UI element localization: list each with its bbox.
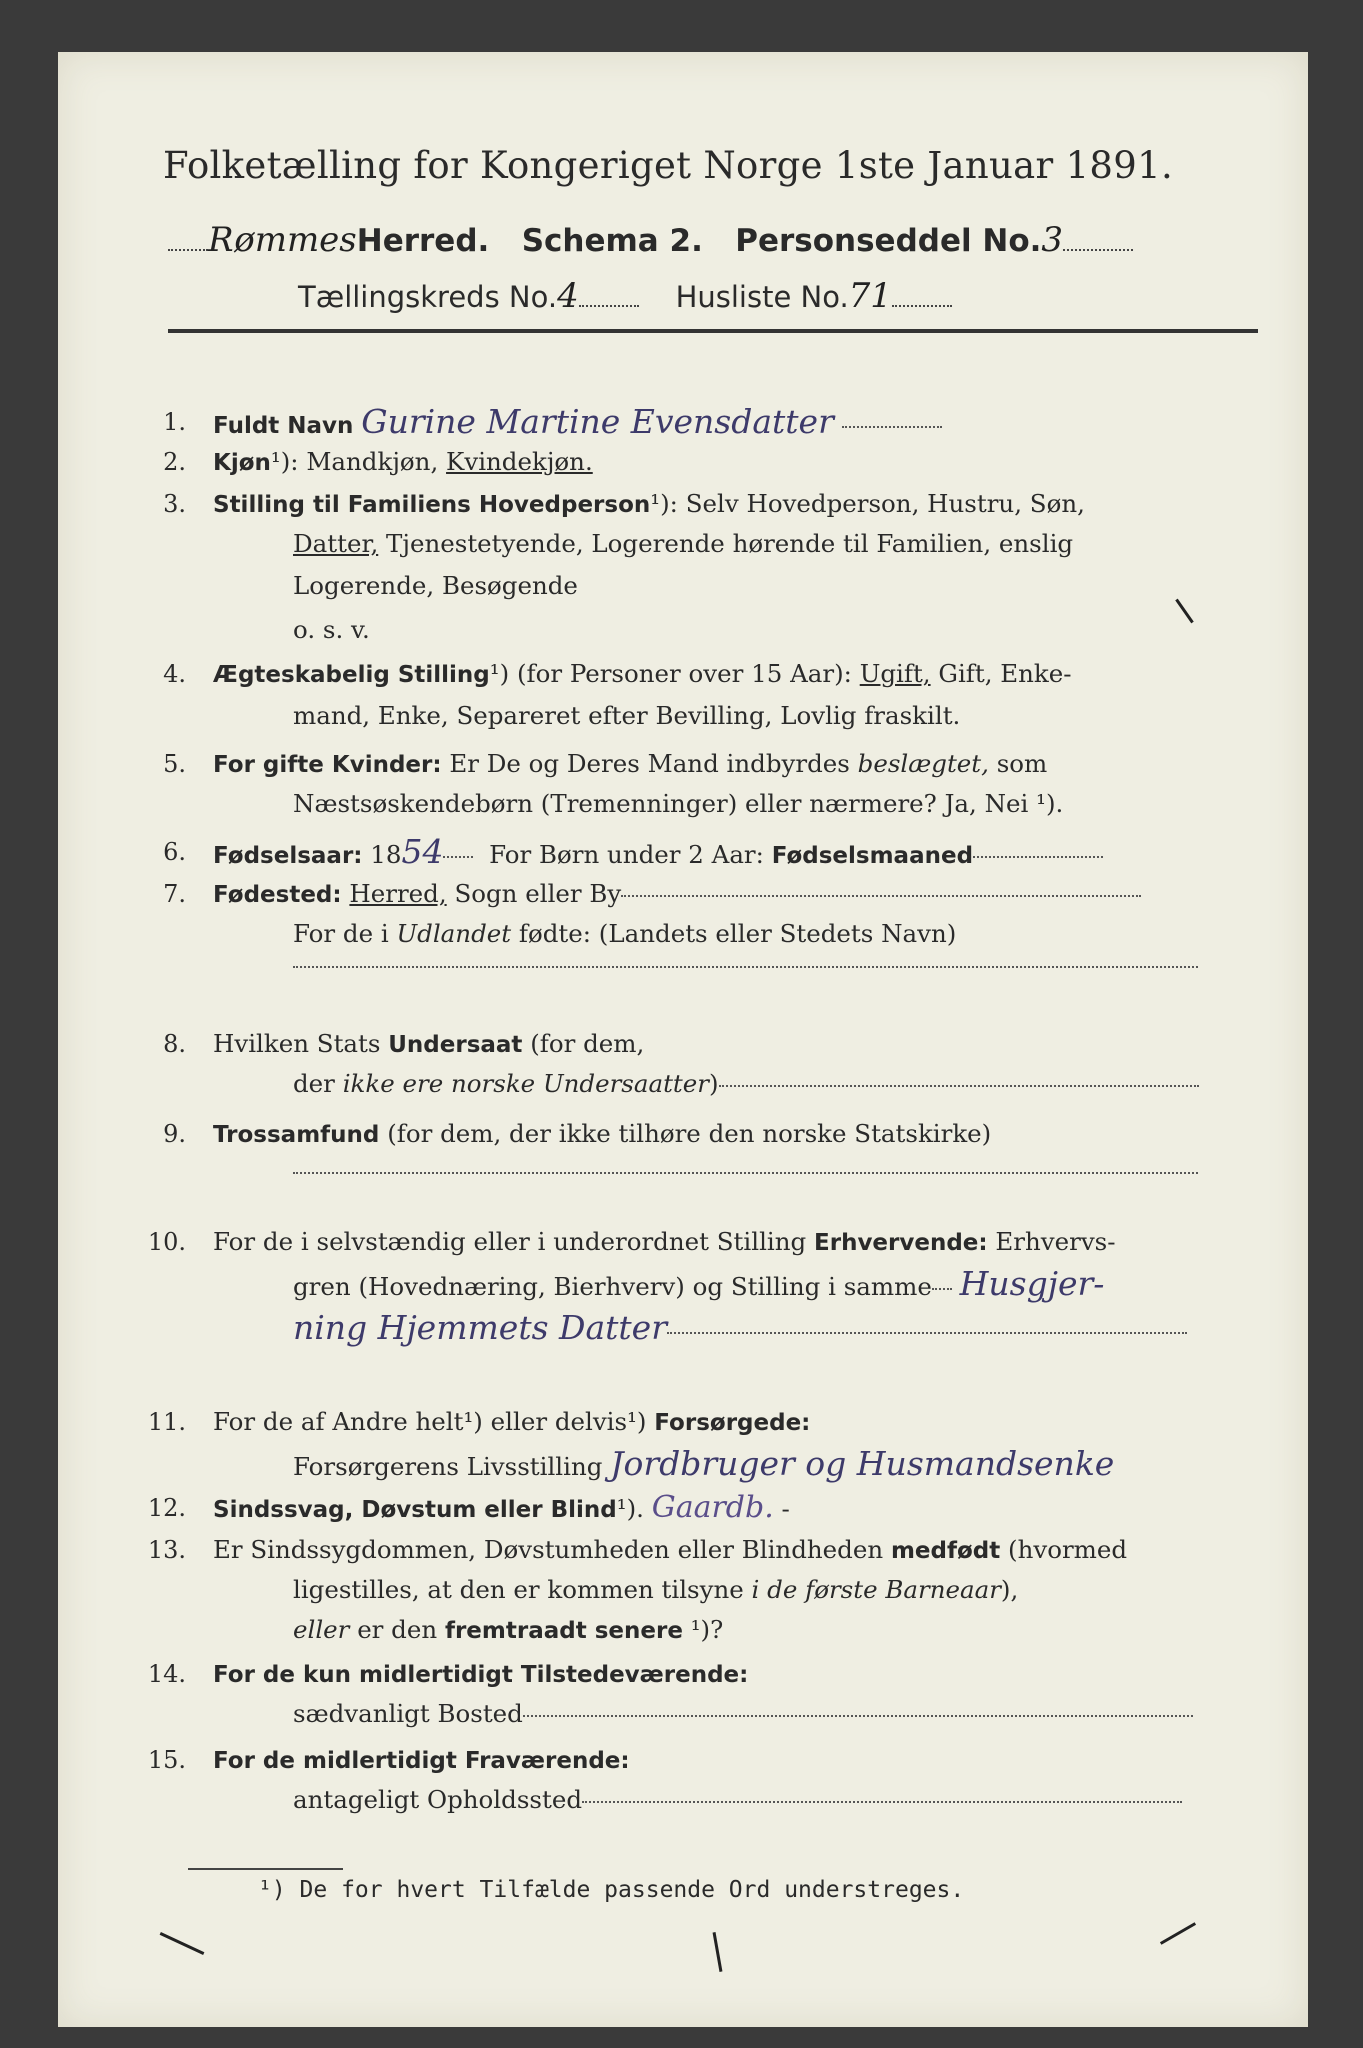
item-12: 12. Sindssvag, Døvstum eller Blind¹). Gaardb. - <box>148 1488 790 1530</box>
item-15 <box>148 1740 630 1781</box>
personseddel-value: 3 <box>1041 220 1064 260</box>
item-text: Hvilken Stats <box>213 1029 381 1058</box>
footnote-ref: ¹). <box>616 1494 644 1523</box>
item-number: 13. <box>147 1536 186 1564</box>
item-text: ligestilles, at den er kommen tilsyne <box>293 1575 744 1604</box>
ink-mark <box>1175 599 1194 624</box>
disability-note-value: Gaardb. <box>651 1490 774 1525</box>
ink-mark <box>160 1932 205 1955</box>
item-4-line-2: mand, Enke, Separeret efter Bevilling, Lovlig fraskilt. <box>293 701 961 730</box>
item-text: som <box>996 749 1048 778</box>
item-label: medfødt <box>890 1538 1001 1564</box>
item-13 <box>148 1530 1127 1571</box>
item-8 <box>148 1024 644 1065</box>
provider-occupation-value: Jordbruger og Husmandsenke <box>610 1444 1115 1483</box>
footnote-ref: ¹) <box>489 659 510 688</box>
item-text: der <box>293 1069 335 1098</box>
option-herred-underlined: Herred, <box>349 879 447 908</box>
item-13-line-2: ligestilles, at den er kommen tilsyne i de første Barneaar), <box>293 1575 1019 1604</box>
footnote-divider <box>188 1868 343 1870</box>
item-10 <box>148 1222 1116 1263</box>
husliste-value: 71 <box>848 276 892 316</box>
item-label: Trossamfund <box>213 1122 380 1148</box>
item-text: Sogn eller By <box>454 879 622 908</box>
full-name-value: Gurine Martine Evensdatter <box>361 402 834 441</box>
item-text: eller delvis <box>490 1407 628 1436</box>
header-line-kreds <box>298 276 1198 316</box>
item-14-line-2 <box>293 1694 1193 1734</box>
item-label: Forsørgede: <box>654 1410 811 1436</box>
item-text: Forsørgerens Livsstilling <box>293 1452 603 1481</box>
kreds-value: 4 <box>557 276 579 316</box>
item-number: 6. <box>163 838 186 866</box>
item-text: For de af Andre helt <box>213 1407 464 1436</box>
item-text: (for dem, <box>530 1029 645 1058</box>
item-text-italic: Udlandet <box>396 919 512 948</box>
item-text: For de i selvstændig eller i underordnet Stilling <box>213 1227 807 1256</box>
option-female-underlined: Kvindekjøn. <box>446 447 593 476</box>
item-text: (for Personer over 15 Aar): <box>516 659 852 688</box>
item-8-line-2: der ikke ere norske Undersaatter) <box>293 1064 1199 1104</box>
kreds-label: Tællingskreds No. <box>298 280 558 314</box>
item-text-italic: eller <box>293 1615 350 1644</box>
item-number: 11. <box>147 1408 186 1436</box>
occupation-value: Husgjer- <box>959 1264 1105 1303</box>
item-15-line-2 <box>293 1780 1182 1820</box>
item-label: Fuldt Navn <box>213 413 354 439</box>
item-text: For Børn under 2 Aar: <box>489 840 764 869</box>
item-label: For gifte Kvinder: <box>213 752 442 778</box>
footnote-ref: ¹) <box>463 1407 483 1436</box>
item-label: Erhvervende: <box>814 1230 988 1256</box>
item-number: 1. <box>163 408 186 436</box>
item-14 <box>148 1654 748 1695</box>
item-number: 10. <box>147 1228 186 1256</box>
option-datter-underlined: Datter, <box>293 529 379 558</box>
item-number: 9. <box>163 1120 186 1148</box>
item-text: Tjenestetyende, Logerende hørende til Familien, enslig <box>386 529 1074 558</box>
item-10-line-2 <box>293 1264 1104 1307</box>
item-11 <box>148 1402 810 1443</box>
answer-line <box>293 966 1198 968</box>
item-3-line-4: o. s. v. <box>293 615 370 644</box>
item-text: (hvormed <box>1008 1535 1128 1564</box>
item-text: Er De og Deres Mand indbyrdes <box>449 749 850 778</box>
item-label: Fødselsaar: <box>213 843 363 869</box>
herred-value: Rømmes <box>208 220 357 260</box>
item-13-line-3 <box>293 1610 723 1651</box>
item-4 <box>148 654 1072 695</box>
item-5-line-2: Næstsøskendebørn (Tremenninger) eller nærmere? Ja, Nei ¹). <box>293 789 1064 818</box>
answer-line <box>293 1172 1198 1174</box>
item-label: For de kun midlertidigt Tilstedeværende: <box>213 1662 749 1688</box>
item-number: 15. <box>147 1746 186 1774</box>
item-3 <box>148 484 1085 525</box>
item-text-italic: ikke ere norske Undersaatter <box>342 1069 709 1098</box>
option-ugift-underlined: Ugift, <box>859 659 931 688</box>
item-text: Er Sindssygdommen, Døvstumheden eller Blindheden <box>213 1535 884 1564</box>
item-text: For de i <box>293 919 389 948</box>
footnote-ref: ¹) <box>627 1407 647 1436</box>
footnote: ¹) De for hvert Tilfælde passende Ord understreges. <box>258 1877 965 1903</box>
item-text: (for dem, der ikke tilhøre den norske Statskirke) <box>387 1119 992 1148</box>
option-male: Mandkjøn, <box>306 447 439 476</box>
item-label: Fødselsmaaned <box>771 843 974 869</box>
item-number: 14. <box>147 1660 186 1688</box>
item-label: Ægteskabelig Stilling <box>213 662 490 688</box>
item-text-italic: beslægtet, <box>857 749 989 778</box>
occupation-value-cont: ning Hjemmets Datter <box>293 1308 667 1347</box>
item-number: 3. <box>163 490 186 518</box>
item-11-line-2 <box>293 1444 1114 1487</box>
item-label: Sindssvag, Døvstum eller Blind <box>213 1497 617 1523</box>
item-text: fødte: (Landets eller Stedets Navn) <box>518 919 957 948</box>
item-text-italic: i de første Barneaar <box>751 1575 1001 1604</box>
item-label: For de midlertidigt Fraværende: <box>213 1748 630 1774</box>
item-2 <box>148 442 593 483</box>
herred-label: Herred. <box>356 223 490 259</box>
item-number: 5. <box>163 750 186 778</box>
footnote-ref: ¹)? <box>690 1615 724 1644</box>
item-text: antageligt Opholdssted <box>293 1785 582 1814</box>
birth-year-value: 54 <box>401 832 444 871</box>
item-6 <box>148 832 1103 876</box>
item-label: Fødested: <box>213 882 342 908</box>
item-1 <box>148 402 942 446</box>
item-9 <box>148 1114 991 1155</box>
header-divider <box>168 329 1258 333</box>
item-label: Undersaat <box>388 1032 523 1058</box>
item-text: Selv Hovedperson, Hustru, Søn, <box>685 489 1085 518</box>
item-label: Stilling til Familiens Hovedperson <box>213 492 651 518</box>
item-7 <box>148 874 1141 915</box>
item-text: er den <box>357 1615 438 1644</box>
footnote-ref: ¹): <box>650 489 678 518</box>
personseddel-label: Personseddel No. <box>735 223 1042 259</box>
ink-mark <box>1160 1922 1196 1945</box>
item-number: 7. <box>163 880 186 908</box>
ink-mark <box>713 1932 723 1972</box>
birth-year-prefix: 18 <box>370 840 402 869</box>
item-3-line-3: Logerende, Besøgende <box>293 571 578 600</box>
item-number: 4. <box>163 660 186 688</box>
schema-label: Schema 2. <box>521 223 703 259</box>
item-label: Kjøn <box>213 450 271 476</box>
item-label: fremtraadt senere <box>444 1618 683 1644</box>
form-title: Folketælling for Kongeriget Norge 1ste Januar 1891. <box>163 144 1173 187</box>
item-number: 8. <box>163 1030 186 1058</box>
header-line-herred <box>168 220 1268 260</box>
item-text: Gift, Enke- <box>938 659 1072 688</box>
item-10-line-3 <box>293 1308 1187 1351</box>
item-number: 12. <box>147 1494 186 1522</box>
item-7-line-2 <box>293 914 956 954</box>
husliste-label: Husliste No. <box>675 280 849 314</box>
item-text: sædvanligt Bosted <box>293 1699 523 1728</box>
item-text: gren (Hovednæring, Bierhverv) og Stilling i samme <box>293 1272 932 1301</box>
census-form <box>58 52 1308 2027</box>
item-number: 2. <box>163 448 186 476</box>
footnote-ref: ¹): <box>270 447 299 476</box>
item-text: Erhvervs- <box>995 1227 1116 1256</box>
item-5 <box>148 744 1047 785</box>
item-3-line-2 <box>293 524 1073 564</box>
